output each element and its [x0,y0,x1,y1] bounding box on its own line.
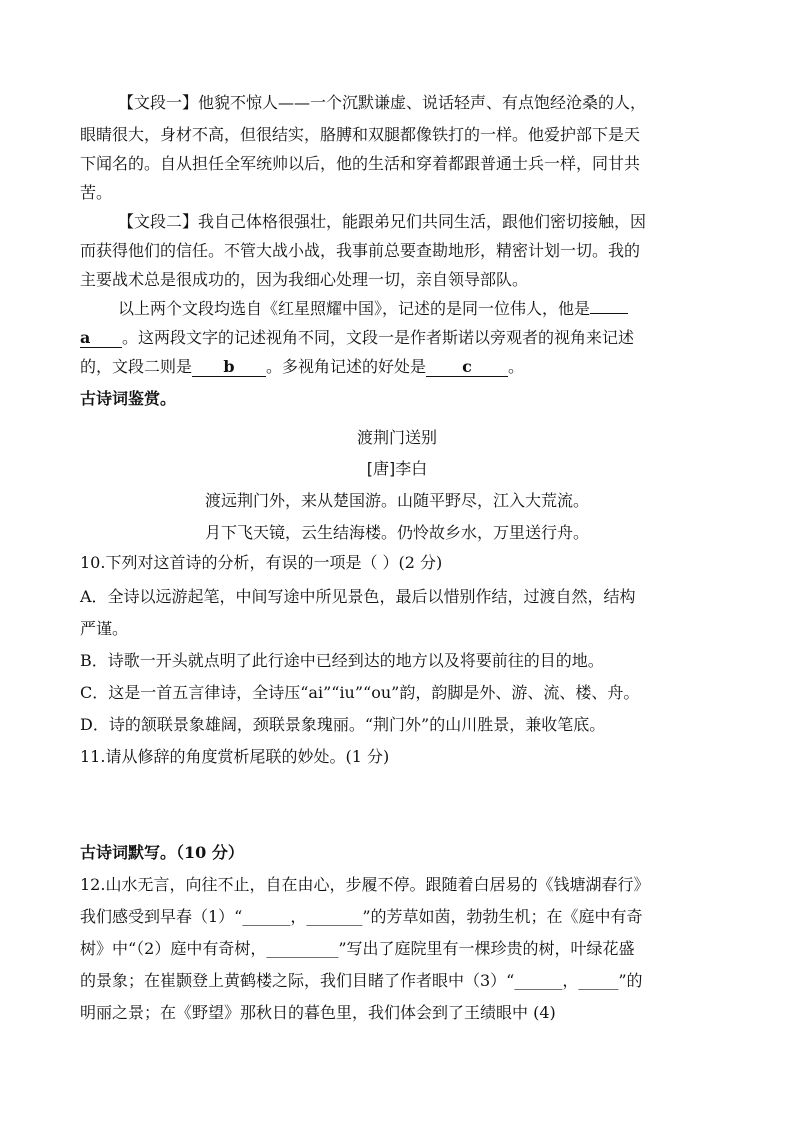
section-heading-poetry: 古诗词鉴赏。 [80,389,177,408]
poem-line1: 渡远荆门外，来从楚国游。山随平野尽，江入大荒流。 [204,491,589,510]
q12-line3[interactable]: 树》中“（2）庭中有奇树，_________”写出了庭院里有一棵珍贵的树，叶绿花盛 [80,939,635,958]
question9-text3: 的，文段二则是 [80,357,193,376]
q10-option-a-line2[interactable]: 严谨。 [80,619,129,638]
question9-text5: 。 [508,357,525,376]
q12-line4[interactable]: 的景象；在崔颢登上黄鹤楼之际，我们目睹了作者眼中（3）“______，_____”的 [80,971,643,990]
q12-line5: 明丽之景；在《野望》那秋日的暮色里，我们体会到了王绩眼中 (4) [80,1003,556,1022]
blank-c[interactable]: c [426,358,508,377]
passage2-line2: 而获得他们的信任。不管大战小战，我事前总要查勘地形，精密计划一切。我的 [80,241,641,260]
question9-text1: 以上两个文段均选自《红星照耀中国》，记述的是同一位伟人，他是 [118,299,591,318]
q12-line2[interactable]: 我们感受到早春（1）“______，_______”的芳草如茵，勃勃生机；在《庭中有奇 [80,907,643,926]
poem-title: 渡荆门送别 [356,428,437,447]
question9-line2 [80,328,634,348]
blank-a[interactable]: a [80,329,122,348]
poem-line2: 月下飞天镜，云生结海楼。仍怜故乡水，万里送行舟。 [204,523,589,542]
question9-text4: 。多视角记述的好处是 [266,357,427,376]
section-heading-dictation: 古诗词默写。（10 分） [80,843,244,862]
passage2-line1: 【文段二】我自己体格很强壮，能跟弟兄们共同生活，跟他们密切接触，因 [118,212,647,231]
q10-option-b[interactable]: B．诗歌一开头就点明了此行途中已经到达的地方以及将要前往的目的地。 [80,651,604,670]
passage1-line1: 【文段一】他貌不惊人——一个沉默谦虚、说话轻声、有点饱经沧桑的人， [118,93,647,112]
passage1-line3: 下闻名的。自从担任全军统帅以后，他的生活和穿着都跟普通士兵一样，同甘共 [80,154,641,173]
passage1-line4: 苦。 [80,183,113,202]
q10-stem: 10.下列对这首诗的分析，有误的一项是（ ）(2 分) [80,553,443,572]
question9-text2: 。这两段文字的记述视角不同，文段一是作者斯诺以旁观者的视角来记述 [122,328,635,347]
q10-option-d[interactable]: D．诗的颔联景象雄阔，颈联景象瑰丽。“荆门外”的山川胜景，兼收笔底。 [80,715,606,734]
passage1-line2: 眼睛很大，身材不高，但很结实，胳膊和双腿都像铁打的一样。他爱护部下是天 [80,125,641,144]
q10-option-a-line1[interactable]: A．全诗以远游起笔，中间写途中所见景色，最后以惜别作结，过渡自然，结构 [80,587,636,606]
q11-stem: 11.请从修辞的角度赏析尾联的妙处。(1 分) [80,747,390,766]
poem-author: [唐]李白 [366,459,428,478]
question9-line1 [118,299,628,319]
blank-a-part1[interactable] [590,313,628,314]
passage2-line3: 主要战术总是很成功的，因为我细心处理一切，亲自领导部队。 [80,270,529,289]
q12-line1: 12.山水无言，向往不止，自在由心，步履不停。跟随着白居易的《钱塘湖春行》 [80,875,650,894]
question9-line3 [80,357,524,377]
q10-option-c[interactable]: C．这是一首五言律诗，全诗压“ai”“iu”“ou”韵，韵脚是外、游、流、楼、舟。 [80,683,640,702]
blank-b[interactable]: b [192,358,266,377]
